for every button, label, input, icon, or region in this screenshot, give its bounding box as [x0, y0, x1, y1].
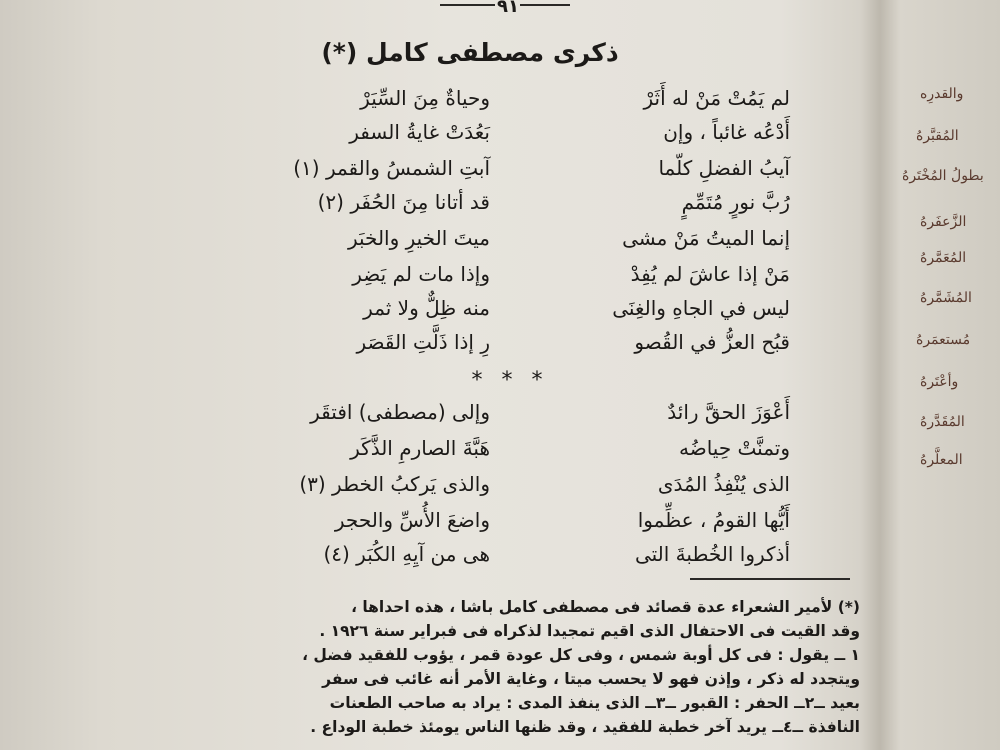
hemistich-first: إنما الميتُ مَنْ مشى — [622, 226, 790, 250]
hemistich-second: رِ إذا ذَلَّتِ القَصَر — [356, 330, 490, 354]
verse-line — [230, 86, 790, 114]
hemistich-second: بَعُدَتْ غايةُ السفر — [349, 120, 490, 144]
footnote-line: ويتجدد له ذكر ، وإذن فهو لا يحسب ميتا ، وغاية الأمر أنه غائب فى سفر — [322, 670, 860, 688]
hemistich-first: آيبُ الفضلِ كلّما — [658, 156, 790, 180]
hemistich-first: لم يَمُتْ مَنْ له أَثَرْ — [643, 86, 790, 110]
hemistich-first: أَدْعُه غائباً ، وإن — [663, 120, 790, 144]
margin-note: والقدرِه — [920, 86, 964, 102]
footnote-line: بعيد ــ٢ــ الحفر : القبور ــ٣ــ الذى ينفذ المدى : يراد به صاحب الطعنات — [329, 694, 860, 712]
stanza-separator: * * * — [471, 368, 549, 393]
hemistich-first: وتمنَّتْ حِياضُه — [678, 436, 790, 460]
verse-line — [230, 400, 790, 428]
hemistich-second: وحياةٌ مِنَ السِّيَرْ — [360, 86, 490, 110]
verse-line — [230, 226, 790, 254]
hemistich-second: هى من آيِهِ الكُبَر (٤) — [323, 542, 490, 566]
verse-line — [230, 262, 790, 290]
verse-line — [230, 472, 790, 500]
verse-line — [230, 156, 790, 184]
hemistich-second: قد أتانا مِنَ الحُفَر (٢) — [317, 190, 490, 214]
hemistich-second: منه ظِلٌّ ولا ثمر — [363, 296, 490, 320]
margin-note: وأعْتَرهُ — [920, 374, 959, 390]
footnote-divider — [690, 578, 850, 580]
margin-note: المُشَمَّرهُ — [920, 290, 972, 306]
margin-note: الزَّعفَرهُ — [920, 214, 967, 230]
hemistich-second: واضعَ الأُسِّ والحجر — [334, 508, 490, 532]
verse-line — [230, 190, 790, 218]
verse-line — [230, 330, 790, 358]
margin-note: مُستعمَرهُ — [916, 332, 971, 348]
footnote-line: وقد القيت فى الاحتفال الذى اقيم تمجيدا لذكراه فى فبراير سنة ١٩٢٦ . — [319, 622, 860, 640]
hemistich-second: ميتَ الخيرِ والخبَر — [347, 226, 490, 250]
hemistich-first: أَيُّها القومُ ، عظِّموا — [637, 508, 790, 532]
hemistich-first: الذى يُنْفِذُ المُدَى — [657, 472, 790, 496]
poem-title: ذكرى مصطفى كامل (*) — [321, 38, 619, 67]
hemistich-second: والذى يَركبُ الخطر (٣) — [299, 472, 490, 496]
margin-note: المُعَمَّرهُ — [920, 250, 967, 266]
margin-note: المُقَدَّرهُ — [920, 414, 965, 430]
header-rule-right — [520, 4, 570, 6]
facing-page-handwritten-margin — [880, 0, 1000, 750]
verse-line — [230, 508, 790, 536]
hemistich-second: وإلى (مصطفى) افتقَر — [310, 400, 490, 424]
hemistich-second: آبتِ الشمسُ والقمر (١) — [293, 156, 490, 180]
margin-note: المُقبَّرهُ — [916, 128, 959, 144]
footnote-line: النافذة ــ٤ــ يريد آخر خطبة للفقيد ، وقد ظنها الناس يومئذ خطبة الوداع . — [310, 718, 860, 736]
verse-line — [230, 542, 790, 570]
footnote-line: ١ ــ يقول : فى كل أوبة شمس ، وفى كل عودة قمر ، يؤوب للفقيد فضل ، — [302, 646, 860, 664]
hemistich-first: رُبَّ نورٍ مُتَمِّمٍ — [681, 190, 790, 214]
margin-note: بطولُ المُخْتَرهُ — [902, 168, 984, 184]
verse-line — [230, 436, 790, 464]
verse-line — [230, 296, 790, 324]
verse-line — [230, 120, 790, 148]
header-rule-left — [440, 4, 495, 6]
hemistich-first: ليس في الجاهِ والغِنَى — [612, 296, 790, 320]
footnote-line: (*) لأمير الشعراء عدة قصائد فى مصطفى كامل باشا ، هذه احداها ، — [351, 598, 860, 616]
hemistich-second: وإذا مات لم يَضِر — [352, 262, 490, 286]
hemistich-first: أَعْوَزَ الحقَّ رائدٌ — [667, 400, 790, 424]
page-number: ٩١ — [497, 0, 519, 17]
hemistich-first: قبُح العزُّ في القُصو — [634, 330, 790, 354]
hemistich-first: أذكروا الخُطبةَ التى — [634, 542, 790, 566]
hemistich-second: هَبَّةَ الصارمِ الذَّكَر — [350, 436, 490, 460]
margin-note: المعلَّرهُ — [920, 452, 963, 468]
hemistich-first: مَنْ إذا عاشَ لم يُفِدْ — [630, 262, 790, 286]
